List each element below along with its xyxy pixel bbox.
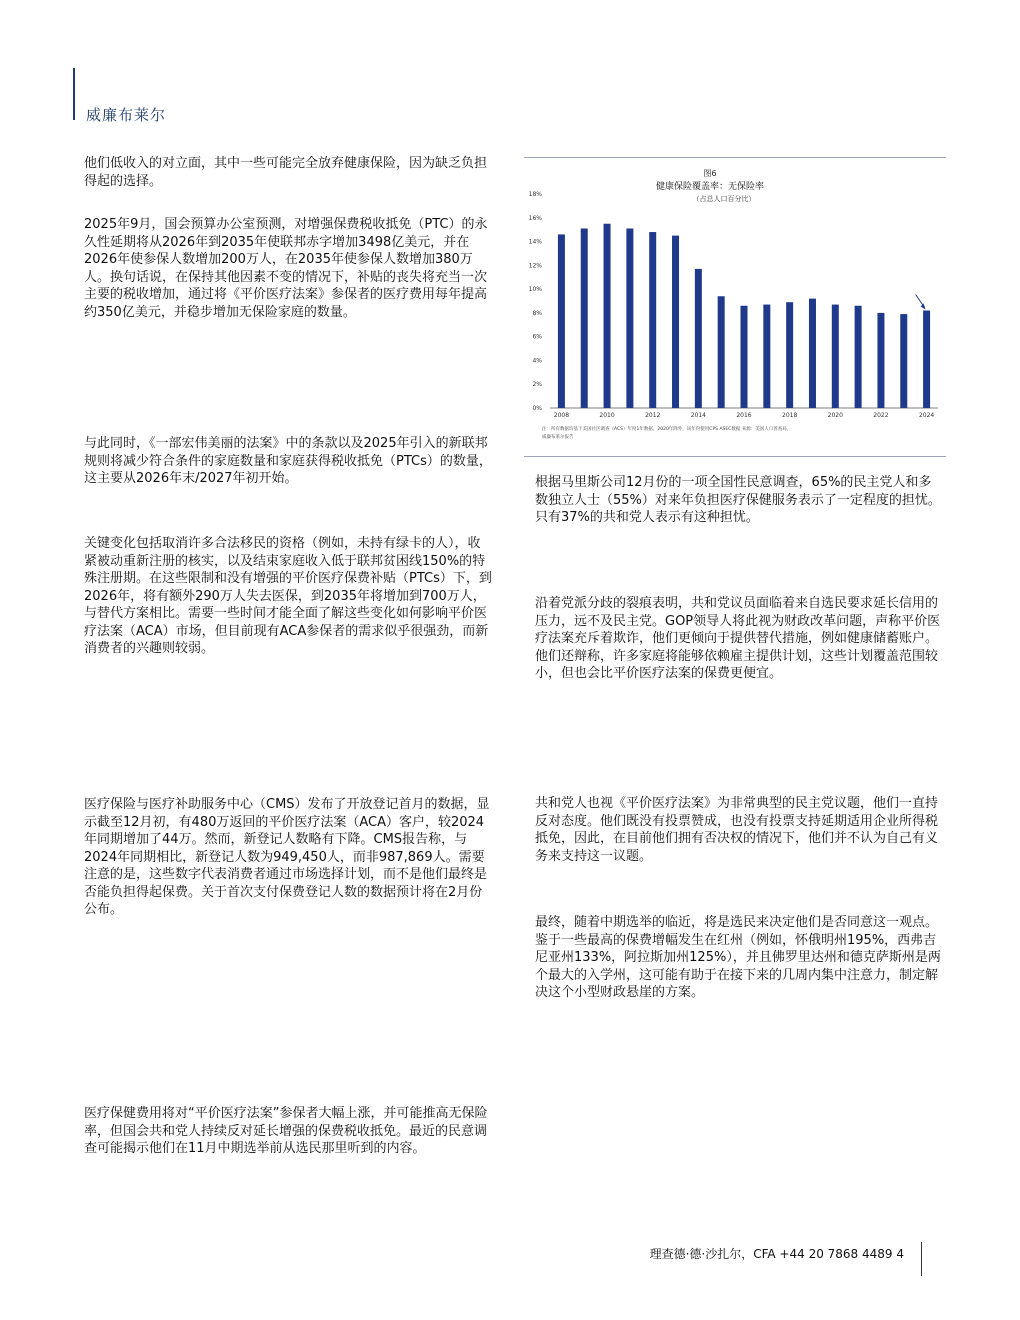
left-paragraph-2: 2025年9月，国会预算办公室预测，对增强保费税收抵免（PTC）的永久性延期将从2026年到2035年使联邦赤字增加3498亿美元，并在2026年使参保人数增加200万人，在2035年使参保人数增加380万人。换句话说，在保持其他因素不变的情况下，补贴的丧失将充当一次主要的税收增加，通过将《平价医疗法案》参保者的医疗费用每年提高约350亿美元，并稳步增加无保险家庭的数量。 <box>84 217 488 320</box>
annotation-arrowhead <box>921 304 926 310</box>
bar-2009 <box>581 228 588 408</box>
right-paragraph-3: 共和党人也视《平价医疗法案》为非常典型的民主党议题，他们一直持反对态度。他们既没有投票赞成，也没有投票支持延期适用企业所得税抵免，因此，在目前他们拥有否决权的情况下，他们并不认为自己有义务来支持这一议题。 <box>535 796 939 864</box>
bar-2013 <box>672 236 679 408</box>
y-tick-label: 6% <box>532 333 542 341</box>
y-tick-label: 12% <box>528 262 542 270</box>
left-paragraph-6: 医疗保健费用将对“平价医疗法案”参保者大幅上涨，并可能推高无保险率，但国会共和党人持续反对延长增强的保费税收抵免。最近的民意调查可能揭示他们在11月中期选举前从选民那里听到的内容。 <box>84 1106 488 1156</box>
y-tick-label: 4% <box>532 357 542 365</box>
y-tick-label: 18% <box>528 191 542 198</box>
bar-2015 <box>718 296 725 408</box>
chart-title: 健康保险覆盖率：无保险率 <box>655 182 765 192</box>
left-paragraph-1: 他们低收入的对立面，其中一些可能完全放弃健康保险，因为缺乏负担得起的选择。 <box>84 156 488 189</box>
bar-2018 <box>786 302 793 408</box>
y-tick-label: 14% <box>528 238 542 246</box>
chart-figure-label: 图6 <box>703 169 717 178</box>
chart-bottom-rule <box>524 456 946 457</box>
x-tick-label: 2008 <box>553 412 570 419</box>
x-tick-label: 2014 <box>690 412 706 419</box>
y-tick-label: 8% <box>532 309 542 317</box>
bar-2011 <box>626 228 633 408</box>
bar-2014 <box>695 269 702 408</box>
y-tick-label: 2% <box>532 381 542 389</box>
header-accent-bar <box>73 68 75 120</box>
chart-source-note-line2: 威廉布莱尔报告 <box>542 435 574 440</box>
bar-2017 <box>763 305 770 408</box>
left-paragraph-4: 关键变化包括取消许多合法移民的资格（例如，未持有绿卡的人），收紧被动重新注册的核实，以及结束家庭收入低于联邦贫困线150%的特殊注册期。在这些限制和没有增强的平价医疗保费补贴（PTCs）下，到2026年，将有额外290万人失去医保，到2035年将增加到700万人，与替代方案相比。需要一些时间才能全面了解这些变化如何影响平价医疗法案（ACA）市场，但目前现有ACA参保者的需求似乎很强劲，而新消费者的兴趣则较弱。 <box>84 536 492 656</box>
y-tick-label: 0% <box>532 405 542 412</box>
bar-2024 <box>923 311 930 408</box>
bar-2021 <box>855 306 862 408</box>
chart-subtitle: （占总人口百分比） <box>692 195 756 203</box>
figure-6-chart <box>524 158 946 446</box>
left-paragraph-5: 医疗保险与医疗补助服务中心（CMS）发布了开放登记首月的数据，显示截至12月初，有480万返回的平价医疗法案（ACA）客户，较2024年同期增加了44万。然而，新登记人数略有下降。CMS报告称，与2024年同期相比，新登记人数为949,450人，而非987,869人。需要注意的是，这些数字代表消费者通过市场选择计划，而不是他们最终是否能负担得起保费。关于首次支付保费登记人数的数据预计将在2月份公布。 <box>84 797 490 917</box>
x-tick-label: 2012 <box>645 412 661 419</box>
chart-source-note-line1: 注：所有数据均基于美国社区调查（ACS）年度1年数据，2020年除外，该年份使用CPS ASEC数据 来源：美国人口普查局， <box>542 427 792 432</box>
left-paragraph-3: 与此同时，《一部宏伟美丽的法案》中的条款以及2025年引入的新联邦规则将减少符合条件的家庭数量和家庭获得税收抵免（PTCs）的数量，这主要从2026年末/2027年初开始。 <box>84 436 492 486</box>
bar-2019 <box>809 299 816 408</box>
footer-accent-bar <box>921 1242 922 1276</box>
x-tick-label: 2018 <box>782 412 798 419</box>
x-tick-label: 2016 <box>736 412 752 419</box>
x-tick-label: 2024 <box>918 412 935 419</box>
x-tick-label: 2020 <box>827 412 843 419</box>
bar-2008 <box>558 234 565 408</box>
x-tick-label: 2010 <box>599 412 615 419</box>
right-paragraph-2: 沿着党派分歧的裂痕表明，共和党议员面临着来自选民要求延长信用的压力，远不及民主党。GOP领导人将此视为财政改革问题，声称平价医疗法案充斥着欺诈，他们更倾向于提供替代措施，例如健康储蓄账户。他们还辩称，许多家庭将能够依赖雇主提供计划，这些计划覆盖范围较小，但也会比平价医疗法案的保费更便宜。 <box>535 596 941 681</box>
bar-2016 <box>741 306 748 408</box>
right-paragraph-1: 根据马里斯公司12月份的一项全国性民意调查，65%的民主党人和多数独立人士（55%）对来年负担医疗保健服务表示了一定程度的担忧。只有37%的共和党人表示有这种担忧。 <box>535 475 941 525</box>
footer-contact: 理查德·德·沙扎尔，CFA +44 20 7868 4489 4 <box>649 1247 904 1261</box>
bar-2020 <box>832 305 839 408</box>
bar-2010 <box>604 224 611 408</box>
x-tick-label: 2022 <box>873 412 889 419</box>
right-paragraph-4: 最终，随着中期选举的临近，将是选民来决定他们是否同意这一观点。鉴于一些最高的保费增幅发生在红州（例如，怀俄明州195%，西弗吉尼亚州133%，阿拉斯加州125%），并且佛罗里达州和德克萨斯州是两个最大的入学州，这可能有助于在接下来的几周内集中注意力，制定解决这个小型财政悬崖的方案。 <box>535 915 941 1000</box>
chart-svg <box>524 158 946 446</box>
bar-2023 <box>900 314 907 408</box>
y-tick-label: 10% <box>528 286 542 294</box>
brand-name: 威廉布莱尔 <box>86 106 167 124</box>
y-tick-label: 16% <box>528 214 542 222</box>
bar-2012 <box>649 232 656 408</box>
bar-2022 <box>877 313 884 408</box>
